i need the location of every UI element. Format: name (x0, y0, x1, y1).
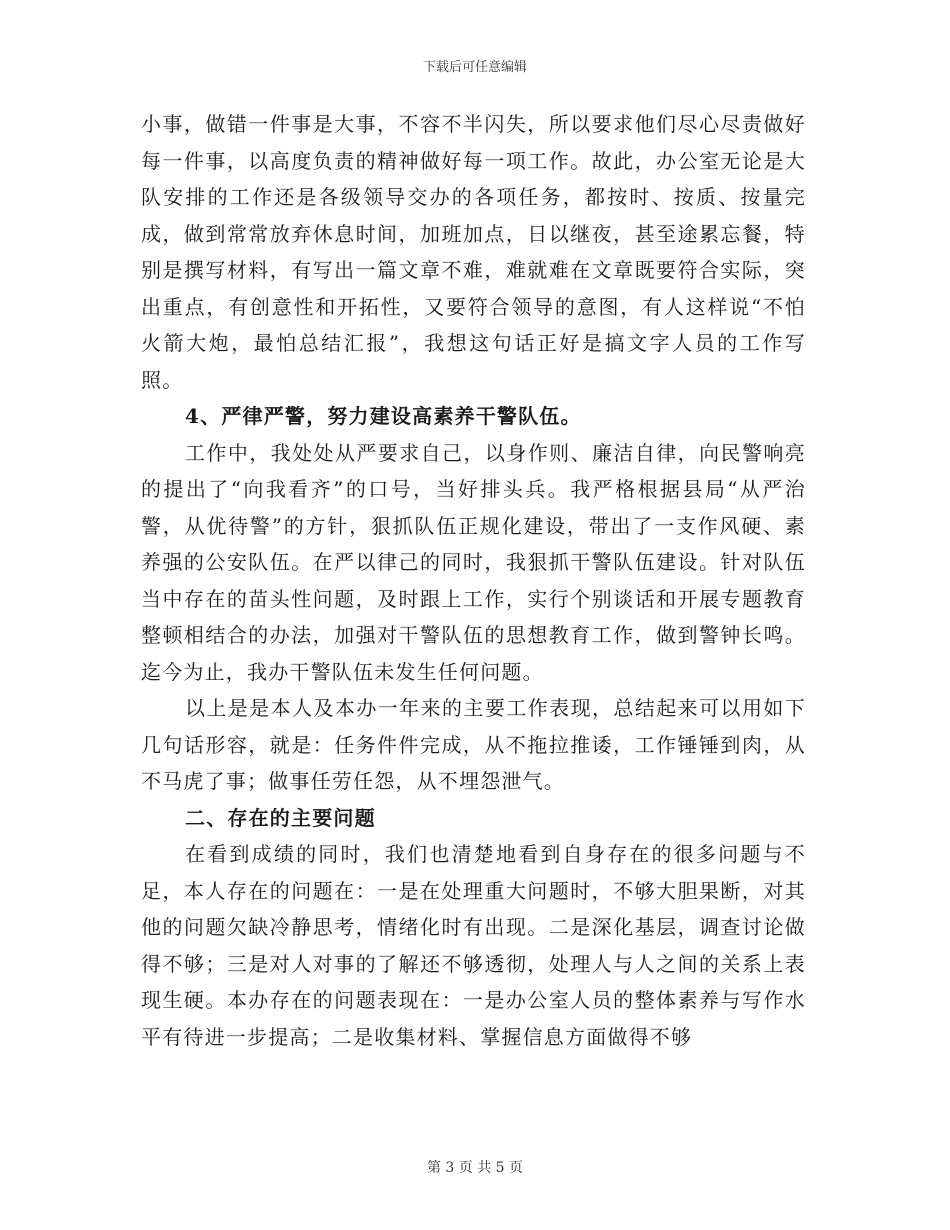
document-body (141, 106, 806, 1055)
paragraph-problems: 在看到成绩的同时，我们也清楚地看到自身存在的很多问题与不足，本人存在的问题在：一是在处理重大问题时，不够大胆果断，对其他的问题欠缺冷静思考，情绪化时有出现。二是深化基层，调查讨论做得不够；三是对人对事的了解还不够透彻，处理人与人之间的关系上表现生硬。本办存在的问题表现在：一是办公室人员的整体素养与写作水平有待进一步提高；二是收集材料、掌握信息方面做得不够 (141, 842, 806, 1049)
section-heading-problems: 二、存在的主要问题 (185, 805, 376, 830)
section-heading-4: 4、严律严警，努力建设高素养干警队伍。 (185, 404, 582, 428)
page-number: 第 3 页 共 5 页 (426, 1160, 524, 1176)
paragraph-continuation: 小事，做错一件事是大事，不容不半闪失，所以要求他们尽心尽责做好每一件事，以高度负责的精神做好每一项工作。故此，办公室无论是大队安排的工作还是各级领导交办的各项任务，都按时、按质、按量完成，做到常常放弃休息时间，加班加点，日以继夜，甚至途累忘餐，特别是撰写材料，有写出一篇文章不难，难就难在文章既要符合实际，突出重点，有创意性和开拓性，又要符合领导的意图，有人这样说“不怕火箭大炮，最怕总结汇报”，我想这句话正好是搞文字人员的工作写照。 (141, 112, 806, 392)
page-header: 下载后可任意编辑 (422, 60, 527, 75)
paragraph-discipline: 工作中，我处处从严要求自己，以身作则、廉洁自律，向民警响亮的提出了“向我看齐”的口号，当好排头兵。我严格根据县局“从严治警，从优待警”的方针，狠抓队伍正规化建设，带出了一支作风硬、素养强的公安队伍。在严以律己的同时，我狠抓干警队伍建设。针对队伍当中存在的苗头性问题，及时跟上工作，实行个别谈话和开展专题教育整顿相结合的办法，加强对干警队伍的思想教育工作，做到警钟长鸣。迄今为止，我办干警队伍未发生任何问题。 (141, 440, 806, 684)
paragraph-summary: 以上是是本人及本办一年来的主要工作表现，总结起来可以用如下几句话形容，就是：任务件件完成，从不拖拉推诿，工作锤锤到肉，从不马虎了事；做事任劳任怨，从不埋怨泄气。 (141, 696, 806, 793)
